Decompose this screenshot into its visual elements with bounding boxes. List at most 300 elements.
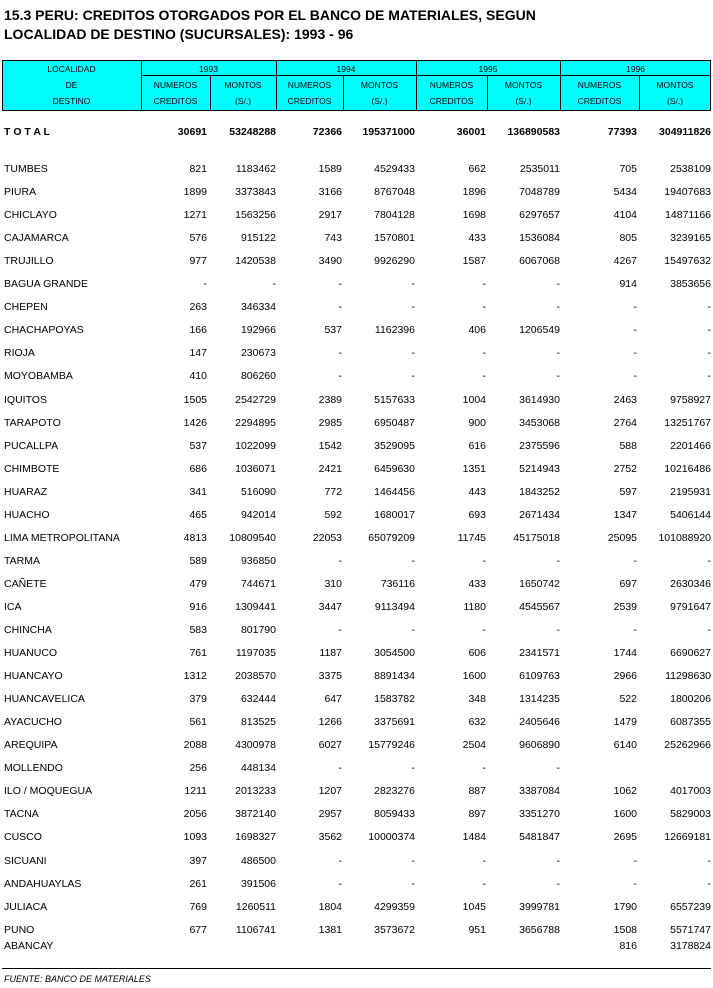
cell-value: 606 (468, 647, 486, 660)
total-value: 36001 (456, 126, 486, 138)
cell-value: 6027 (318, 739, 342, 752)
cell-value: 537 (189, 439, 207, 452)
table-row (0, 416, 713, 430)
cell-value: 1790 (613, 900, 637, 913)
cell-value: 677 (189, 923, 207, 936)
header-montos: MONTOS (S/.) (360, 80, 399, 106)
cell-value: 632 (468, 716, 486, 729)
cell-value: - (338, 854, 342, 867)
header-numeros-creditos: NUMEROS CREDITOS (153, 80, 198, 106)
table-row (0, 830, 713, 844)
cell-value: 3351270 (519, 808, 560, 821)
cell-value: 686 (189, 462, 207, 475)
cell-value: 2463 (613, 393, 637, 406)
table-row (0, 208, 713, 222)
table-row (0, 877, 713, 891)
cell-value: 5214943 (519, 462, 560, 475)
cell-value: - (338, 278, 342, 291)
cell-value: 1106741 (235, 923, 276, 936)
cell-value: 6067068 (519, 255, 560, 268)
table-row (0, 854, 713, 868)
cell-value: 3656788 (519, 923, 560, 936)
cell-value: 588 (619, 439, 637, 452)
cell-value: 11745 (457, 531, 486, 544)
cell-value: - (633, 370, 637, 383)
cell-value: 3573672 (374, 923, 415, 936)
cell-value: 8891434 (374, 670, 415, 683)
cell-value: - (338, 370, 342, 383)
cell-value: 2375596 (519, 439, 560, 452)
table-row (0, 254, 713, 268)
cell-value: 6557239 (670, 900, 711, 913)
cell-value: - (556, 301, 560, 314)
cell-value: - (411, 877, 415, 890)
cell-value: 1260511 (235, 900, 276, 913)
cell-value: 1180 (463, 600, 486, 613)
cell-value: 977 (189, 255, 207, 268)
cell-value: - (633, 854, 637, 867)
total-value: 195371000 (362, 126, 415, 138)
cell-value: - (411, 347, 415, 360)
row-label: CHINCHA (4, 624, 52, 636)
cell-value: 1314235 (519, 693, 560, 706)
cell-value: 3166 (318, 186, 342, 199)
cell-value: - (556, 624, 560, 636)
cell-value: 1542 (318, 439, 342, 452)
cell-value: 1896 (462, 186, 486, 199)
cell-value: 397 (189, 854, 207, 867)
cell-value: 647 (324, 693, 342, 706)
cell-value: 448134 (240, 762, 276, 775)
cell-value: 697 (619, 577, 637, 590)
cell-value: 15497632 (664, 255, 711, 268)
cell-value: 4104 (613, 209, 637, 222)
table-row (0, 623, 713, 637)
cell-value: 3375 (318, 670, 342, 683)
cell-value: 597 (619, 485, 637, 498)
cell-value: 166 (189, 324, 207, 337)
cell-value: 5157633 (374, 393, 415, 406)
cell-value: 3239165 (670, 232, 711, 245)
cell-value: 2985 (318, 416, 342, 429)
total-value: 77393 (607, 126, 637, 138)
table-row (0, 923, 713, 937)
total-label: T O T A L (4, 126, 50, 138)
cell-value: 1800206 (670, 693, 711, 706)
cell-value: 4300978 (235, 739, 276, 752)
cell-value: 2421 (318, 462, 342, 475)
cell-value: - (556, 877, 560, 890)
row-label: HUANCAYO (4, 670, 63, 683)
cell-value: 433 (468, 577, 486, 590)
cell-value: - (707, 301, 711, 314)
cell-value: 9758927 (670, 393, 711, 406)
table-row (0, 692, 713, 706)
total-value: 136890583 (507, 126, 560, 138)
cell-value: 1381 (318, 923, 342, 936)
cell-value: 951 (468, 923, 486, 936)
total-value: 72366 (312, 126, 342, 138)
cell-value: 5434 (613, 186, 637, 199)
cell-value: 1183462 (235, 163, 276, 175)
cell-value: 25262966 (664, 739, 711, 752)
table-row (0, 761, 713, 775)
cell-value: 2535011 (519, 163, 560, 175)
page-title (4, 6, 536, 44)
cell-value: - (556, 554, 560, 567)
cell-value: 772 (324, 485, 342, 498)
cell-value: - (411, 278, 415, 291)
cell-value: 516090 (240, 485, 276, 498)
cell-value: - (482, 624, 486, 636)
table-row (0, 393, 713, 407)
cell-value: - (707, 347, 711, 360)
cell-value: 942014 (240, 508, 276, 521)
table-row (0, 277, 713, 291)
cell-value: 1162396 (374, 324, 415, 337)
table-row (0, 900, 713, 914)
cell-value: 3999781 (519, 900, 560, 913)
cell-value: - (482, 370, 486, 383)
footer-divider (2, 968, 711, 969)
header-numeros-creditos: NUMEROS CREDITOS (287, 80, 332, 106)
cell-value: 1698327 (235, 831, 276, 844)
cell-value: 4545567 (519, 600, 560, 613)
cell-value: - (411, 854, 415, 867)
cell-value: 2405646 (519, 716, 560, 729)
row-label: IQUITOS (4, 393, 47, 406)
cell-value: - (707, 854, 711, 867)
cell-value: 900 (468, 416, 486, 429)
cell-value: - (633, 624, 637, 636)
cell-value: 769 (189, 900, 207, 913)
cell-value: 1062 (613, 785, 637, 798)
cell-value: 4813 (183, 531, 207, 544)
cell-value: 6109763 (519, 670, 560, 683)
cell-value: - (633, 554, 637, 567)
cell-value: - (338, 301, 342, 314)
row-label: CAJAMARCA (4, 232, 69, 245)
cell-value: 1420538 (235, 255, 276, 268)
cell-value: 616 (468, 439, 486, 452)
total-value: 53248288 (229, 126, 276, 138)
cell-value: 4267 (613, 255, 637, 268)
cell-value: 1484 (462, 831, 486, 844)
table-row (0, 715, 713, 729)
cell-value: 2088 (183, 739, 207, 752)
table-row (0, 369, 713, 383)
cell-value: 3447 (318, 600, 342, 613)
row-label: SICUANI (4, 854, 47, 867)
cell-value: 45175018 (513, 531, 560, 544)
cell-value: 256 (189, 762, 207, 775)
cell-value: 1022099 (235, 439, 276, 452)
table-row (0, 600, 713, 614)
cell-value: 391506 (240, 877, 276, 890)
total-value: 304911826 (659, 126, 711, 138)
cell-value: 693 (468, 508, 486, 521)
cell-value: 1505 (183, 393, 207, 406)
header-montos: MONTOS (S/.) (656, 80, 694, 106)
cell-value: 1536084 (519, 232, 560, 245)
cell-value: 662 (468, 163, 486, 175)
header-year-1995: 1995 (478, 64, 498, 74)
cell-value: 486500 (240, 854, 276, 867)
table-row (0, 807, 713, 821)
cell-value: - (411, 370, 415, 383)
cell-value: 1843252 (519, 485, 560, 498)
header-year-1994: 1994 (336, 64, 356, 74)
cell-value: - (411, 762, 415, 775)
total-value: 30691 (177, 126, 207, 138)
cell-value: 3387084 (519, 785, 560, 798)
cell-value: - (482, 877, 486, 890)
cell-value: 1650742 (519, 577, 560, 590)
cell-value: 914 (619, 278, 637, 291)
table-row (0, 939, 713, 953)
row-label: CHIMBOTE (4, 462, 60, 475)
row-label: AREQUIPA (4, 739, 58, 752)
cell-value: 522 (619, 693, 637, 706)
cell-value: 2917 (318, 209, 342, 222)
cell-value: - (707, 370, 711, 383)
cell-value: 65079209 (368, 531, 415, 544)
cell-value: 1744 (613, 647, 637, 660)
cell-value: 14871166 (665, 209, 711, 222)
cell-value: 1464456 (374, 485, 415, 498)
cell-value: 3529095 (374, 439, 415, 452)
table-row (0, 646, 713, 660)
cell-value: 4299359 (374, 900, 415, 913)
cell-value: - (556, 347, 560, 360)
cell-value: - (203, 278, 207, 291)
cell-value: 263 (189, 301, 207, 314)
cell-value: 5829003 (670, 808, 711, 821)
cell-value: 2539 (613, 600, 637, 613)
header-numeros-creditos: NUMEROS CREDITOS (577, 80, 622, 106)
cell-value: - (633, 347, 637, 360)
title-line-1: 15.3 PERU: CREDITOS OTORGADOS POR EL BANCO DE MATERIALES, SEGUN (4, 7, 536, 23)
header-montos: MONTOS (S/.) (224, 80, 262, 106)
cell-value: 11298630 (665, 670, 711, 683)
cell-value: 1271 (183, 209, 207, 222)
cell-value: 147 (189, 347, 207, 360)
cell-value: 1589 (318, 163, 342, 175)
cell-value: 25095 (607, 531, 637, 544)
table-row (0, 323, 713, 337)
cell-value: 433 (468, 232, 486, 245)
row-label: MOLLENDO (4, 762, 63, 775)
cell-value: - (556, 762, 560, 775)
cell-value: 806260 (240, 370, 276, 383)
cell-value: 22053 (312, 531, 342, 544)
table-row (0, 508, 713, 522)
cell-value: 1804 (318, 900, 342, 913)
cell-value: 310 (324, 577, 342, 590)
table-row (0, 485, 713, 499)
cell-value: 744671 (240, 577, 276, 590)
cell-value: - (556, 370, 560, 383)
row-label: LIMA METROPOLITANA (4, 531, 120, 544)
cell-value: 537 (324, 324, 342, 337)
cell-value: 936850 (240, 554, 276, 567)
cell-value: - (556, 854, 560, 867)
cell-value: - (707, 877, 711, 890)
table-row (0, 669, 713, 683)
table-row (0, 738, 713, 752)
cell-value: 1351 (462, 462, 486, 475)
cell-value: 9791647 (670, 600, 711, 613)
cell-value: 576 (189, 232, 207, 245)
cell-value: - (633, 324, 637, 337)
cell-value: 2542729 (235, 393, 276, 406)
cell-value: 3562 (318, 831, 342, 844)
cell-value: - (482, 347, 486, 360)
cell-value: 1036071 (235, 462, 276, 475)
cell-value: - (338, 762, 342, 775)
cell-value: 261 (189, 877, 207, 890)
cell-value: 19407683 (664, 186, 711, 199)
cell-value: 3614930 (519, 393, 560, 406)
row-label: ICA (4, 600, 22, 613)
cell-value: 1309441 (235, 600, 276, 613)
header-montos: MONTOS (S/.) (504, 80, 543, 106)
cell-value: 10216486 (664, 462, 711, 475)
cell-value: 3453068 (519, 416, 560, 429)
cell-value: 2195931 (670, 485, 711, 498)
cell-value: 1206549 (519, 324, 560, 337)
table-row (0, 554, 713, 568)
row-label: BAGUA GRANDE (4, 278, 89, 291)
cell-value: 743 (324, 232, 342, 245)
cell-value: 9926290 (374, 255, 415, 268)
table-row (0, 577, 713, 591)
cell-value: - (707, 554, 711, 567)
cell-value: 3872140 (235, 808, 276, 821)
row-label: RIOJA (4, 347, 35, 360)
cell-value: 2504 (462, 739, 486, 752)
cell-value: 1508 (613, 923, 637, 936)
table-row (0, 231, 713, 245)
table-row (0, 300, 713, 314)
cell-value: 3375691 (374, 716, 415, 729)
cell-value: 1426 (183, 416, 207, 429)
cell-value: - (556, 278, 560, 291)
cell-value: 9606890 (519, 739, 560, 752)
row-label: ABANCAY (4, 940, 54, 952)
cell-value: 465 (189, 508, 207, 521)
cell-value: 2013233 (235, 785, 276, 798)
cell-value: 1045 (462, 900, 486, 913)
cell-value: 12669181 (664, 831, 711, 844)
cell-value: 1266 (318, 716, 342, 729)
cell-value: 346334 (240, 301, 276, 314)
row-label: CHACHAPOYAS (4, 324, 84, 337)
cell-value: 2201466 (670, 439, 711, 452)
cell-value: 2294895 (235, 416, 276, 429)
header-year-1993: 1993 (199, 64, 218, 74)
table-row (0, 439, 713, 453)
cell-value: 6140 (613, 739, 637, 752)
row-label: TARMA (4, 554, 40, 567)
cell-value: 561 (189, 716, 207, 729)
cell-value: 341 (189, 485, 207, 498)
cell-value: 2823276 (374, 785, 415, 798)
cell-value: 6087355 (670, 716, 711, 729)
cell-value: 10000374 (368, 831, 415, 844)
cell-value: 1197035 (235, 647, 276, 660)
cell-value: 8059433 (374, 808, 415, 821)
row-label: TRUJILLO (4, 255, 54, 268)
cell-value: 479 (189, 577, 207, 590)
cell-value: 1187 (319, 647, 342, 660)
cell-value: 10809540 (229, 531, 276, 544)
cell-value: 801790 (240, 624, 276, 636)
cell-value: 7048789 (519, 186, 560, 199)
cell-value: 1347 (613, 508, 637, 521)
cell-value: 915122 (240, 232, 276, 245)
row-label: JULIACA (4, 900, 48, 913)
cell-value: 821 (189, 163, 207, 175)
cell-value: 583 (189, 624, 207, 636)
header-numeros-creditos: NUMEROS CREDITOS (429, 80, 474, 106)
cell-value: 13251767 (664, 416, 711, 429)
cell-value: 2966 (613, 670, 637, 683)
cell-value: 348 (468, 693, 486, 706)
cell-value: 592 (324, 508, 342, 521)
cell-value: 813525 (240, 716, 276, 729)
row-label: TACNA (4, 808, 39, 821)
header-localidad: LOCALIDAD DE DESTINO (47, 64, 96, 106)
cell-value: - (633, 877, 637, 890)
row-label: HUACHO (4, 508, 50, 521)
row-label: HUANCAVELICA (4, 693, 85, 706)
cell-value: 1312 (183, 670, 207, 683)
row-label: AYACUCHO (4, 716, 62, 729)
cell-value: - (482, 854, 486, 867)
cell-value: 2538109 (670, 163, 711, 175)
row-label: PUNO (4, 923, 35, 936)
cell-value: 2957 (318, 808, 342, 821)
cell-value: 3490 (318, 255, 342, 268)
source-note: FUENTE: BANCO DE MATERIALES (4, 974, 151, 984)
cell-value: - (338, 877, 342, 890)
cell-value: 2630346 (670, 577, 711, 590)
cell-value: 4529433 (374, 163, 415, 175)
cell-value: - (338, 554, 342, 567)
cell-value: 1899 (183, 186, 207, 199)
table-row (0, 531, 713, 545)
row-label: PUCALLPA (4, 439, 59, 452)
cell-value: 1563256 (235, 209, 276, 222)
cell-value: 5406144 (670, 508, 711, 521)
cell-value: 887 (468, 785, 486, 798)
cell-value: 1479 (613, 716, 637, 729)
row-label: CUSCO (4, 831, 42, 844)
cell-value: 443 (468, 485, 486, 498)
table-row (0, 162, 713, 176)
cell-value: 589 (189, 554, 207, 567)
row-label: HUANUCO (4, 647, 58, 660)
cell-value: 192966 (240, 324, 276, 337)
cell-value: 916 (189, 600, 207, 613)
cell-value: 5571747 (670, 923, 711, 936)
cell-value: - (411, 301, 415, 314)
table-row (0, 462, 713, 476)
cell-value: 1211 (184, 785, 207, 798)
cell-value: 1587 (462, 255, 486, 268)
cell-value: 5481847 (519, 831, 560, 844)
